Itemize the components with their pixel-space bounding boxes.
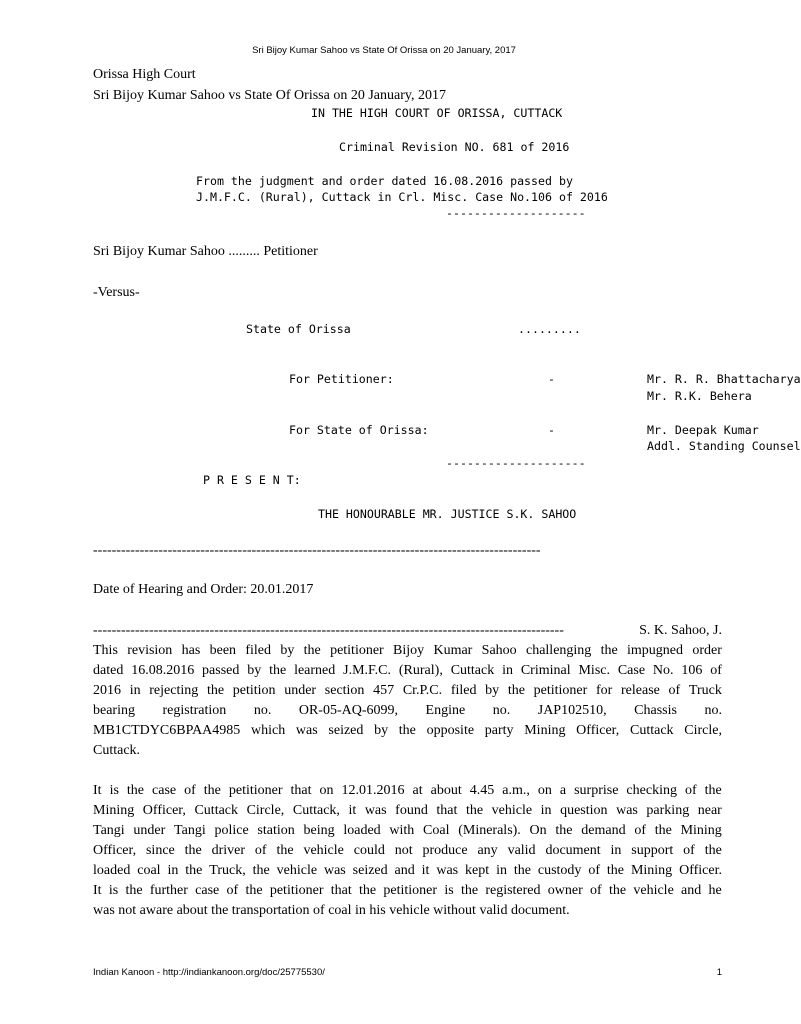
present-label: P R E S E N T: (203, 473, 301, 487)
long-separator-rule: ------------------------------------------------------------------------------------------------ (93, 543, 541, 558)
respondent-name: State of Orissa (246, 322, 351, 336)
for-state-dash: - (548, 423, 555, 437)
for-state-label: For State of Orissa: (289, 423, 429, 437)
judge-name: THE HONOURABLE MR. JUSTICE S.K. SAHOO (318, 507, 577, 521)
court-name: Orissa High Court (93, 67, 196, 82)
para1-line-2: dated 16.08.2016 passed by the learned J.M.F.C. (Rural), Cuttack in Criminal Misc. Case No. 106 of (93, 663, 722, 678)
para2-last-line: was not aware about the transportation of coal in his vehicle without valid document. (93, 903, 570, 918)
petitioner-counsel-1: Mr. R. R. Bhattacharya (647, 372, 801, 386)
judgment-separator (93, 623, 722, 639)
running-header: Sri Bijoy Kumar Sahoo vs State Of Orissa on 20 January, 2017 (252, 45, 516, 56)
para2-line-6: It is the further case of the petitioner that the petitioner is the registered owner of the vehicle and he (93, 883, 722, 898)
para1-last-line: Cuttack. (93, 743, 141, 758)
separator-rule-1: -------------------- (446, 206, 586, 220)
para1-line-3: 2016 in rejecting the petition under section 457 Cr.P.C. filed by the petitioner for release of Truck (93, 683, 722, 698)
page-number: 1 (716, 967, 722, 978)
judge-signature: S. K. Sahoo, J. (639, 623, 722, 638)
separator-rule-2: -------------------- (446, 456, 586, 470)
state-counsel-2: Addl. Standing Counsel (647, 439, 801, 453)
case-title: Sri Bijoy Kumar Sahoo vs State Of Orissa on 20 January, 2017 (93, 88, 446, 103)
for-petitioner-dash: - (548, 372, 555, 386)
para2-line-5: loaded coal in the Truck, the vehicle was seized and it was kept in the custody of the Mining Officer. (93, 863, 722, 878)
footer-source-link[interactable]: Indian Kanoon - http://indiankanoon.org/doc/25775530/ (93, 967, 325, 978)
para2-line-3: Tangi under Tangi police station being loaded with Coal (Minerals). On the demand of the Mining (93, 823, 722, 838)
court-heading: IN THE HIGH COURT OF ORISSA, CUTTACK (311, 106, 563, 120)
respondent-dots: ......... (518, 322, 581, 336)
state-counsel-1: Mr. Deepak Kumar (647, 423, 759, 437)
petitioner-line: Sri Bijoy Kumar Sahoo ......... Petitioner (93, 244, 318, 259)
petitioner-counsel-2: Mr. R.K. Behera (647, 389, 752, 403)
para1-line-4: bearing registration no. OR-05-AQ-6099, Engine no. JAP102510, Chassis no. (93, 703, 722, 718)
from-line-2: J.M.F.C. (Rural), Cuttack in Crl. Misc. Case No.106 of 2016 (196, 190, 608, 204)
hearing-date: Date of Hearing and Order: 20.01.2017 (93, 582, 314, 597)
para1-line-1: This revision has been filed by the petitioner Bijoy Kumar Sahoo challenging the impugned order (93, 643, 722, 658)
para1-line-5: MB1CTDYC6BPAA4985 which was seized by the opposite party Mining Officer, Cuttack Circle, (93, 723, 722, 738)
revision-number: Criminal Revision NO. 681 of 2016 (339, 140, 570, 154)
for-petitioner-label: For Petitioner: (289, 372, 394, 386)
judgment-rule: ----------------------------------------------------------------------------------------------------- (93, 623, 564, 638)
from-line-1: From the judgment and order dated 16.08.2016 passed by (196, 174, 573, 188)
para2-line-2: Mining Officer, Cuttack Circle, Cuttack, it was found that the vehicle in question was parking near (93, 803, 722, 818)
versus-label: -Versus- (93, 285, 140, 300)
para2-line-1: It is the case of the petitioner that on 12.01.2016 at about 4.45 a.m., on a surprise checking of the (93, 783, 722, 798)
para2-line-4: Officer, since the driver of the vehicle could not produce any valid document in support of the (93, 843, 722, 858)
